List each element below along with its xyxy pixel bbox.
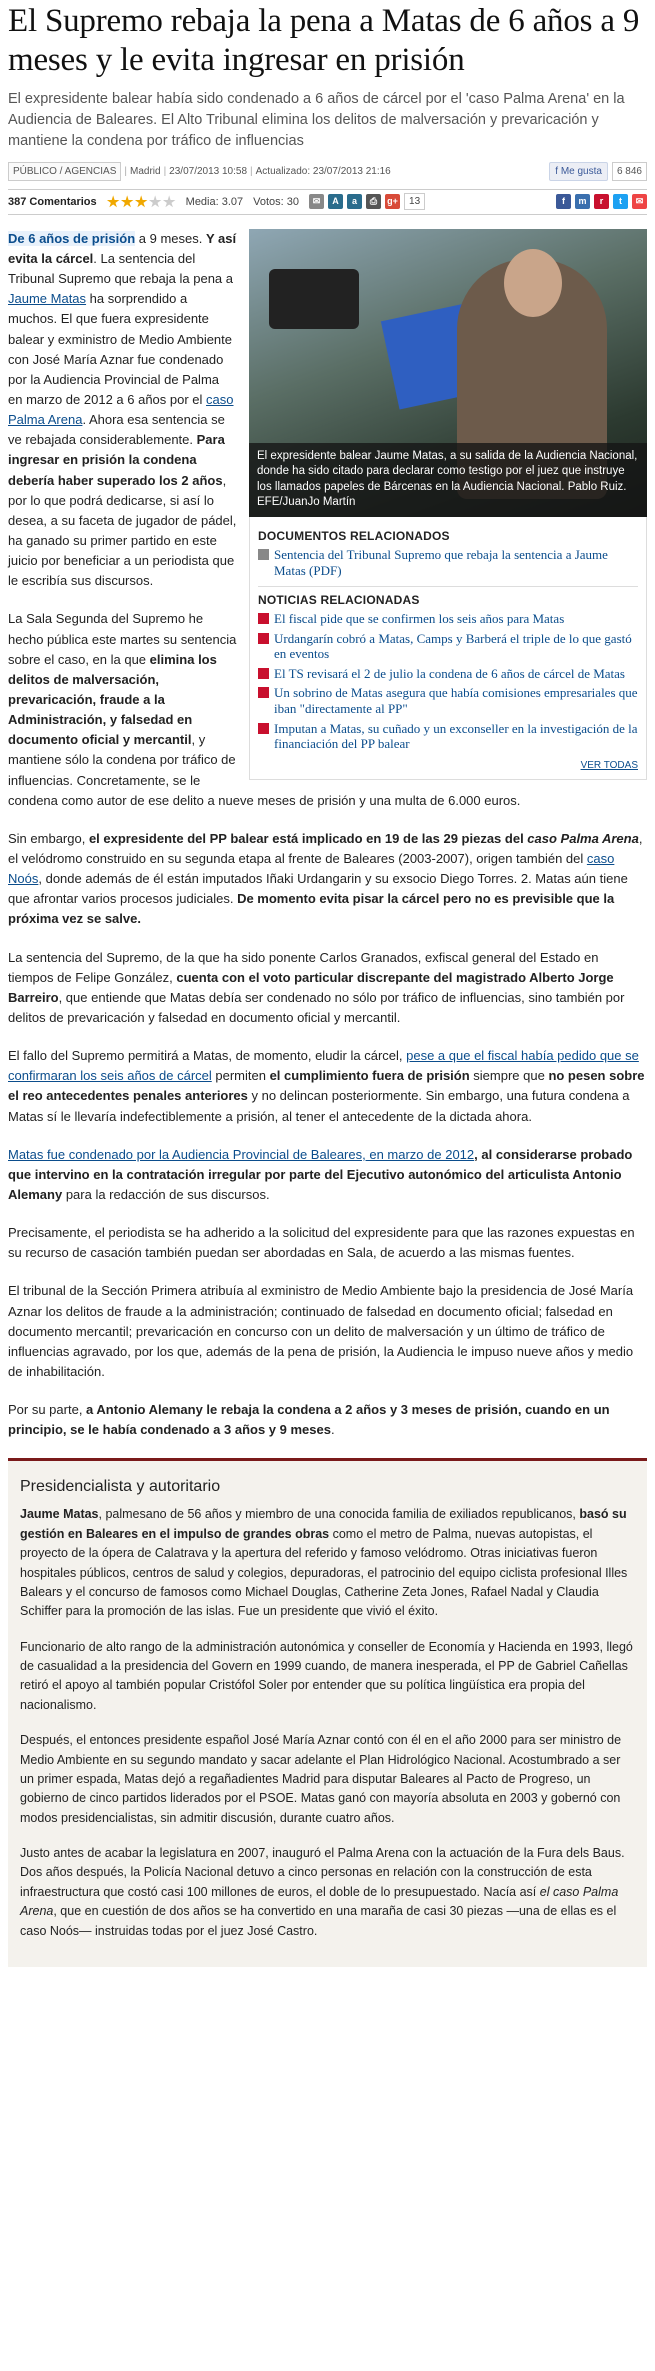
related-docs-title: DOCUMENTOS RELACIONADOS	[258, 528, 450, 543]
paragraph-6: Matas fue condenado por la Audiencia Provincial de Baleares, en marzo de 2012, al considerarse probado que intervino en la contratación irregular por parte del Ejecutivo autonómico del articulista Antonio Alemany para la redacción de sus discursos.	[8, 1146, 633, 1202]
star-icon[interactable]	[149, 195, 162, 208]
related-box	[249, 517, 647, 780]
paragraph-4: La sentencia del Supremo, de la que ha sido ponente Carlos Granados, exfiscal general del Estado en tiempos de Felipe González, cuenta con el voto particular discrepante del magistrado Alberto Jorge Barreiro, que entiende que Matas debía ser condenado no sólo por tráfico de influencias, sino también por delitos de prevaricación y falsedad en documento oficial y mercantil.	[8, 949, 625, 1025]
mail-share-icon[interactable]: ✉	[632, 194, 647, 209]
related-news-link[interactable]: El TS revisará el 2 de julio la condena de 6 años de cárcel de Matas	[258, 666, 638, 682]
city: Madrid	[129, 166, 161, 178]
tools-icons	[309, 193, 425, 210]
headline: El Supremo rebaja la pena a Matas de 6 años a 9 meses y le evita ingresar en prisión	[8, 3, 640, 78]
email-icon[interactable]: ✉	[309, 194, 324, 209]
see-all-link[interactable]: VER TODAS	[580, 759, 638, 771]
camera-shape	[269, 269, 359, 329]
lead-highlight: De 6 años de prisión	[8, 230, 136, 246]
rss-share-icon[interactable]: r	[594, 194, 609, 209]
star-icon[interactable]	[121, 195, 134, 208]
comments-link[interactable]: 387 Comentarios	[8, 195, 97, 208]
related-news-link[interactable]: Un sobrino de Matas asegura que había comisiones empresariales que iban "directamente al PP"	[258, 685, 638, 716]
related-news-list	[258, 611, 638, 752]
share-icons	[556, 194, 647, 209]
profile-box	[8, 1458, 647, 1967]
source[interactable]: PÚBLICO / AGENCIAS	[8, 162, 121, 181]
rating-stars[interactable]	[107, 195, 176, 208]
paragraph-2: La Sala Segunda del Supremo he hecho pública este martes su sentencia sobre el caso, en la que elimina los delitos de malversación, prevaricación, fraude a la Administración, y falsedad en documento oficial y mercantil, y mantiene sólo la condena por tráfico de influencias. Concretamente, se le condena como autor de ese delito a nueve meses de prisión y una multa de 6.000 euros.	[8, 611, 521, 808]
google-plus-icon[interactable]: g+	[385, 194, 400, 209]
paragraph-5: El fallo del Supremo permitirá a Matas, de momento, eludir la cárcel, pese a que el fiscal había pedido que se confirmaran los seis años de cárcel permiten el cumplimiento fuera de prisión siempre que no pesen sobre el reo antecedentes penales anteriores y no delincan posteriormente. Sin embargo, una futura condena a Matas sí le llevaría indefectiblemente a prisión, al tener el antecedente de la dictada ahora.	[8, 1048, 645, 1124]
related-doc-link[interactable]: Sentencia del Tribunal Supremo que rebaja la sentencia a Jaume Matas (PDF)	[258, 547, 638, 578]
rating-average: Media: 3.07	[185, 195, 244, 208]
star-icon[interactable]	[163, 195, 176, 208]
condena-link[interactable]: Matas fue condenado por la Audiencia Provincial de Baleares, en marzo de 2012	[8, 1146, 475, 1162]
font-size-icon[interactable]: A	[328, 194, 343, 209]
twitter-share-icon[interactable]: t	[613, 194, 628, 209]
article-body	[8, 229, 647, 1967]
palma-arena-link[interactable]: caso Palma Arena	[8, 392, 234, 428]
article-photo	[249, 229, 647, 517]
paragraph-3: Sin embargo, el expresidente del PP balear está implicado en 19 de las 29 piezas del caso Palma Arena, el velódromo construido en su segunda etapa al frente de Baleares (2003-2007), origen también del caso Noós, donde además de él están imputados Iñaki Urdangarin y su exsocio Diego Torres. 2. Matas aún tiene que afrontar varios procesos judiciales. De momento evita pisar la cárcel pero no es previsible que la próxima vez se salve.	[8, 830, 643, 927]
date: 23/07/2013 10:58	[169, 166, 248, 178]
profile-paragraph-4: Justo antes de acabar la legislatura en 2007, inauguró el Palma Arena con la actuación de la Fura dels Baus. Dos años después, la Policía Nacional detuvo a cinco personas en relación con la construcción de esta infraestructura que costó casi 100 millones de euros, el doble de lo presupuestado. Nacía así el caso Palma Arena, que en cuestión de dos años se ha convertido en una maraña de casi 30 piezas —una de ellas es el caso Noós— instruidas todas por el juez José Castro.	[20, 1846, 625, 1938]
person-head-shape	[504, 249, 562, 317]
facebook-like-button[interactable]: f Me gusta	[549, 162, 608, 181]
gplus-count: 13	[404, 193, 425, 210]
related-news-link[interactable]: Urdangarín cobró a Matas, Camps y Barberá el triple de lo que gastó en eventos	[258, 631, 638, 662]
updated: Actualizado: 23/07/2013 21:16	[255, 166, 391, 178]
profile-paragraph-3: Después, el entonces presidente español José María Aznar contó con él en el año 2000 para ser ministro de Medio Ambiente en su segundo mandato y sacar adelante el Plan Hidrológico Nacional. Acostumbrado a ser un primer espada, Matas dejó a regañadientes Madrid para disputar Baleares al Pacto de Progreso, un gobierno de cinco partidos liderados por el PSOE. Matas ganó con mayoría absoluta en 2003 y gobernó con modos presidencialistas, sin admitir discusión, durante cuatro años.	[20, 1733, 622, 1825]
star-icon[interactable]	[107, 195, 120, 208]
subtitle: El expresidente balear había sido condenado a 6 años de cárcel por el 'caso Palma Arena' en la Audiencia de Baleares. El Alto Tribunal elimina los delitos de malversación y prevaricación y mantiene la condena por tráfico de influencias	[8, 90, 625, 149]
votes-count: Votos: 30	[253, 195, 300, 208]
font-size-small-icon[interactable]: a	[347, 194, 362, 209]
meneame-share-icon[interactable]: m	[575, 194, 590, 209]
caso-noos-link[interactable]: caso Noós	[8, 851, 615, 887]
star-icon[interactable]	[135, 195, 148, 208]
article-meta: PÚBLICO / AGENCIAS | Madrid | 23/07/2013 10:58 | Actualizado: 23/07/2013 21:16 f Me gusta 6 846	[8, 161, 647, 183]
related-news-link[interactable]: Imputan a Matas, su cuñado y un exconseller en la investigación de la financiación del PP balear	[258, 721, 638, 752]
media-column	[249, 229, 647, 780]
article-toolbar	[8, 189, 647, 215]
related-docs-list	[258, 547, 638, 578]
related-news-link[interactable]: El fiscal pide que se confirmen los seis años para Matas	[258, 611, 638, 627]
photo-caption: El expresidente balear Jaume Matas, a su salida de la Audiencia Nacional, donde ha sido citado para declarar como testigo por el juez que instruye los llamados papeles de Bárcenas en la Audiencia Nacional. Pablo Ruiz. EFE/JuanJo Martín	[249, 443, 647, 517]
facebook-share-icon[interactable]: f	[556, 194, 571, 209]
print-icon[interactable]: ⎙	[366, 194, 381, 209]
facebook-like	[549, 162, 647, 181]
paragraph-1: De 6 años de prisión a 9 meses. Y así evita la cárcel. La sentencia del Tribunal Supremo que rebaja la pena a Jaume Matas ha sorprendido a muchos. El que fuera expresidente balear y exministro de Medio Ambiente con José María Aznar fue condenado por la Audiencia Provincial de Palma en marzo de 2012 a 6 años por el caso Palma Arena. Ahora esa sentencia se ve rebajada considerablemente. Para ingresar en prisión la condena debería haber superado los 2 años, por lo que podrá dedicarse, si así lo desea, a su faceta de jugador de pádel, ha ganado su primer partido en este juicio por beneficiar a un periodista que le escribía sus discursos.	[8, 230, 237, 589]
facebook-icon: f	[555, 166, 561, 178]
jaume-matas-link[interactable]: Jaume Matas	[8, 291, 87, 307]
profile-paragraph-2: Funcionario de alto rango de la administración autonómica y conseller de Economía y Hacienda en 1993, llegó de casualidad a la presidencia del Govern en 1999 cuando, de manera inesperada, el PP de Gabriel Cañellas retiró el apoyo al también popular Cristófol Soler por entender que su política lingüística era propia del nacionalismo.	[20, 1639, 633, 1712]
like-count: 6 846	[612, 162, 647, 181]
paragraph-8: El tribunal de la Sección Primera atribuía al exministro de Medio Ambiente bajo la presidencia de José María Aznar los delitos de fraude a la administración; continuado de falsedad en documento oficial; falsedad en documento mercantil; prevaricación en concurso con un delito de malversación y un último de tráfico de influencias agravado, por los que, además de la pena de prisión, la Audiencia le impuso nueve años y medio de inhabilitación.	[8, 1283, 634, 1379]
profile-paragraph-1: Jaume Matas, palmesano de 56 años y miembro de una conocida familia de exiliados republicanos, basó su gestión en Baleares en el impulso de grandes obras como el metro de Palma, nuevas autopistas, el proyecto de la ópera de Calatrava y la apertura del referido y famoso velódromo. Otras iniciativas fueron hospitales públicos, centros de salud y colegios, depuradoras, el patrocinio del equipo ciclista profesional Illes Balears y el concurso de famosos como Michael Douglas, Catherine Zeta Jones, Rafael Nadal y Claudia Schiffer para la promoción de las islas. Fue un presidente que vivió el éxito.	[20, 1507, 628, 1619]
related-news-title: NOTICIAS RELACIONADAS	[258, 593, 420, 608]
fiscal-link[interactable]: pese a que el fiscal había pedido que se confirmaran los seis años de cárcel	[8, 1048, 639, 1084]
profile-title: Presidencialista y autoritario	[20, 1478, 221, 1496]
paragraph-7: Precisamente, el periodista se ha adherido a la solicitud del expresidente para que las razones expuestas en su recurso de casación también puedan ser abordadas en Sala, de acuerdo a las mismas fuentes.	[8, 1225, 635, 1261]
paragraph-9: Por su parte, a Antonio Alemany le rebaja la condena a 2 años y 3 meses de prisión, cuando en un principio, se le había condenado a 3 años y 9 meses.	[8, 1402, 610, 1438]
